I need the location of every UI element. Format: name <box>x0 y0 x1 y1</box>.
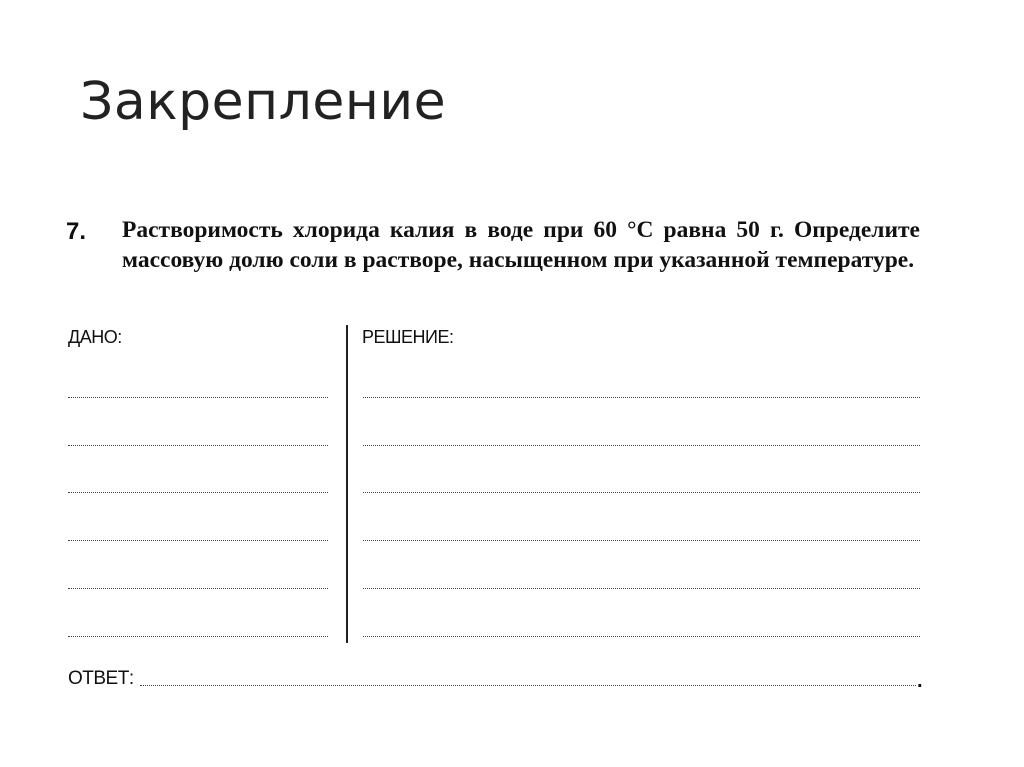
answer-label: ОТВЕТ: <box>68 668 134 689</box>
given-line[interactable] <box>68 588 328 589</box>
given-line[interactable] <box>68 492 328 493</box>
solution-line[interactable] <box>363 445 920 446</box>
solution-line[interactable] <box>363 588 920 589</box>
answer-period: . <box>917 670 923 692</box>
given-line[interactable] <box>68 540 328 541</box>
given-line[interactable] <box>68 445 328 446</box>
task-text: Растворимость хлорида калия в воде при 60 °С равна 50 г. Определите массовую долю соли в растворе, насыщенном при указанной температуре. <box>122 217 920 273</box>
slide-title: Закрепление <box>80 72 447 132</box>
given-label: ДАНО: <box>68 327 122 347</box>
solution-line[interactable] <box>363 397 920 398</box>
answer-line[interactable] <box>140 685 916 686</box>
solution-line[interactable] <box>363 492 920 493</box>
task-number: 7. <box>66 218 87 245</box>
solution-label: РЕШЕНИЕ: <box>362 327 454 347</box>
solution-line[interactable] <box>363 636 920 637</box>
given-line[interactable] <box>68 636 328 637</box>
given-line[interactable] <box>68 397 328 398</box>
column-divider <box>346 325 348 643</box>
solution-line[interactable] <box>363 540 920 541</box>
